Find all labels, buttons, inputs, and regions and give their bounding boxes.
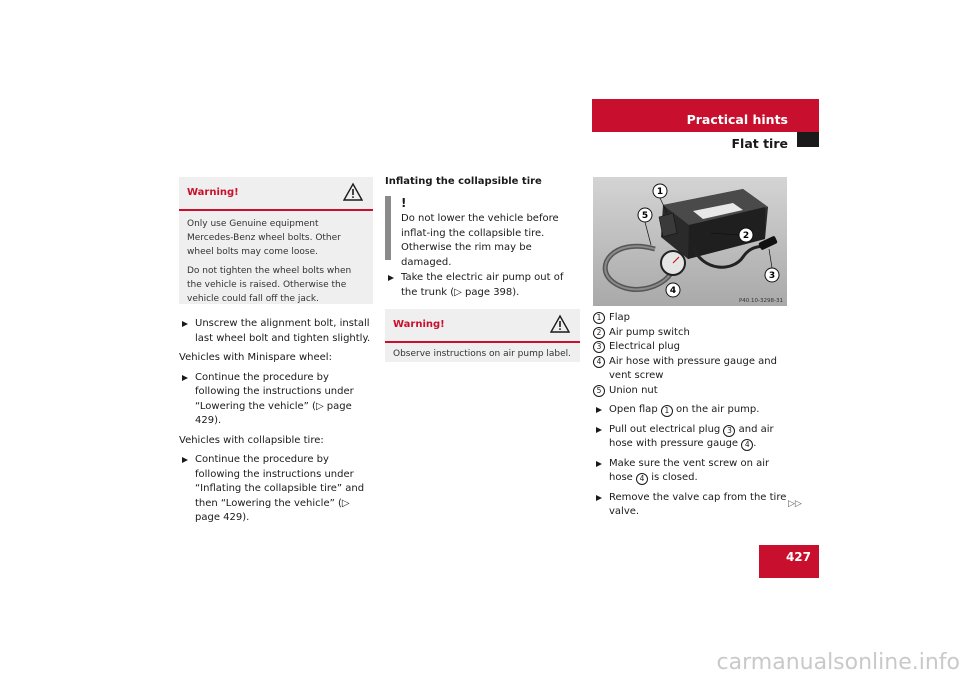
legend-text: Air hose with pressure gauge and vent screw [609, 355, 777, 381]
warning-text-1: Only use Genuine equipment Mercedes-Benz wheel bolts. Other wheel bolts may come loose. [187, 219, 341, 257]
step-pull-plug [593, 423, 789, 452]
legend-text: Air pump switch [609, 326, 690, 338]
legend-text: Union nut [609, 384, 658, 396]
air-pump-illustration [593, 177, 787, 306]
callout-4: 4 [669, 286, 677, 296]
column-2-step [385, 271, 581, 300]
step-open-flap [593, 403, 789, 418]
step-remove-valve-cap: Remove the valve cap from the tire valve. [593, 491, 789, 520]
step-install-wheel-bolt: Unscrew the alignment bolt, install last wheel bolt and tighten slightly. [179, 317, 375, 346]
warning-text-2: Do not tighten the wheel bolts when the vehicle is raised. Otherwise the vehicle could fall off the jack. [187, 266, 352, 304]
notice-exclamation-icon: ! [401, 196, 407, 210]
column-1-text [179, 317, 375, 526]
callout-3: 3 [768, 271, 776, 281]
step-vent-screw [593, 457, 789, 486]
legend-text: Flap [609, 312, 631, 323]
step-text: on the air pump. [676, 404, 760, 415]
subsection-title: Flat tire [731, 136, 788, 151]
warning-triangle-icon [550, 314, 570, 334]
section-heading: Inflating the collapsible tire [385, 176, 542, 187]
legend-item [593, 384, 789, 399]
step-text: Open flap [609, 404, 658, 415]
legend-number: 1 [593, 312, 605, 324]
legend-item [593, 311, 789, 326]
legend-text: Electrical plug [609, 341, 680, 352]
step-text: is closed. [651, 472, 698, 483]
watermark: carmanualsonline.info [716, 650, 960, 675]
collapsible-label: Vehicles with collapsible tire: [179, 434, 324, 446]
notice-text: Do not lower the vehicle before inflat-ing the collapsible tire. Otherwise the rim may be damaged. [401, 213, 559, 268]
minispare-label: Vehicles with Minispare wheel: [179, 352, 332, 363]
warning-text: Observe instructions on air pump label. [393, 349, 572, 359]
air-pump-figure [593, 177, 787, 306]
warning-label: Warning! [187, 187, 239, 198]
step-lowering-minispare: Continue the procedure by following the instructions under “Lowering the vehicle” (▷ page 429). [179, 371, 375, 429]
warning-label: Warning! [393, 319, 445, 330]
step-inflating-collapsible: Continue the procedure by following the instructions under “Inflating the collapsible tire” and then “Lowering the vehicle” (▷ page 429). [179, 453, 375, 526]
continued-arrows: ▷▷ [788, 499, 802, 509]
figure-legend [593, 311, 789, 520]
callout-2: 2 [742, 231, 750, 241]
figure-code: P40.10-3298-31 [738, 298, 783, 304]
legend-item [593, 355, 789, 384]
legend-number: 4 [593, 356, 605, 368]
legend-number: 2 [593, 327, 605, 339]
legend-item [593, 340, 789, 355]
step-text: and air hose with pressure gauge [609, 423, 774, 449]
legend-number: 5 [593, 385, 605, 397]
callout-ref: 1 [661, 405, 673, 417]
callout-ref: 4 [741, 439, 753, 451]
warning-triangle-icon [343, 182, 363, 202]
warning-box-pump-label [385, 309, 580, 362]
legend-item [593, 326, 789, 341]
section-title: Practical hints [686, 112, 788, 127]
step-take-pump: Take the electric air pump out of the trunk (▷ page 398). [385, 271, 581, 300]
step-text: . [753, 438, 757, 449]
step-text: Make sure the vent screw on air hose [609, 457, 770, 483]
callout-1: 1 [656, 187, 664, 197]
callout-ref: 3 [723, 425, 735, 437]
notice-box [385, 196, 586, 268]
callout-5: 5 [641, 211, 649, 221]
callout-ref: 4 [636, 473, 648, 485]
warning-box-wheel-bolts [179, 177, 373, 304]
step-text: Pull out electrical plug [609, 423, 721, 435]
page-number: 427 [785, 550, 811, 564]
header-tab [797, 132, 819, 147]
legend-number: 3 [593, 341, 605, 353]
